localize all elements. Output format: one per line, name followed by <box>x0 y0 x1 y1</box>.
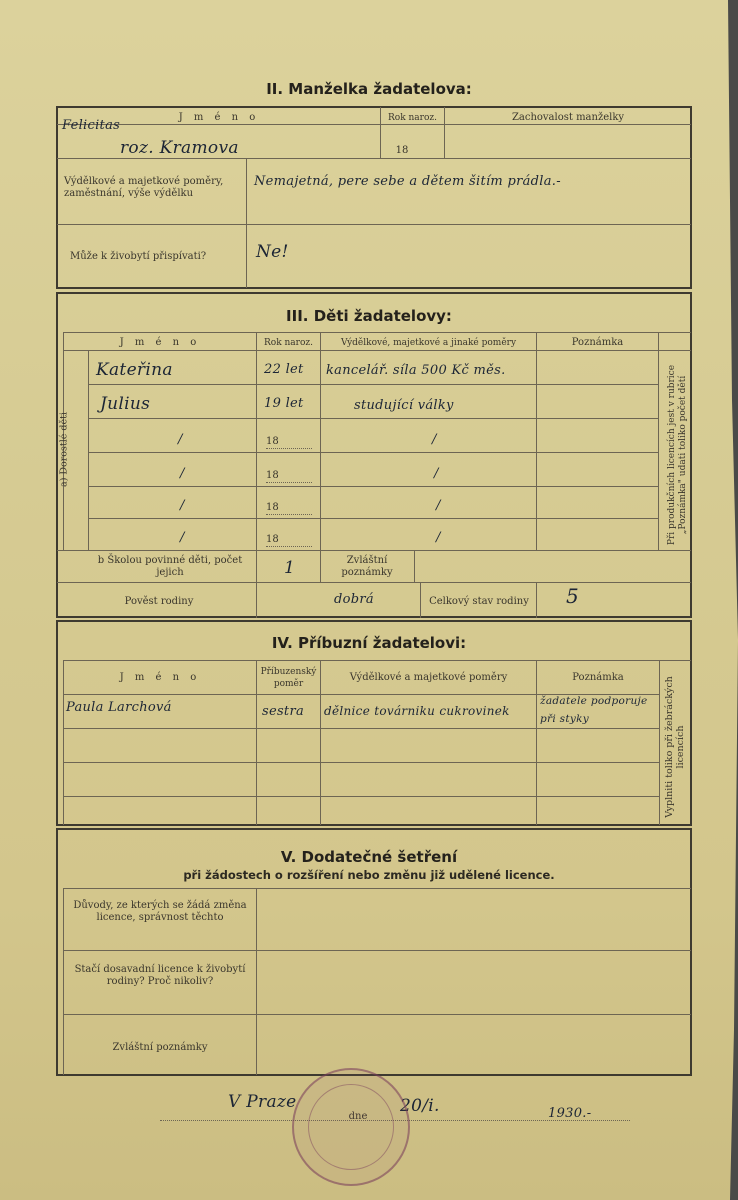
wife-name-line2: roz. Kramova <box>120 138 239 158</box>
child-row-1-details: kancelář. síla 500 Kč měs. <box>326 363 506 378</box>
section3-col-earnings: Výdělkové, majetkové a jinaké poměry <box>340 338 517 348</box>
relative-note: žadatele podporuje při styky <box>540 695 648 725</box>
relative-relation: sestra <box>262 704 305 719</box>
wife-contrib-label: Může k živobytí přispívati? <box>70 251 207 262</box>
section4-col-note: Poznámka <box>572 672 624 683</box>
child-row-6-name: / <box>180 530 185 545</box>
section4-right-note: Vyplniti toliko při žebráckých licencích <box>664 676 686 818</box>
special-notes-label: Zvláštní poznámky <box>341 555 393 578</box>
wife-year-prefix: 18 <box>395 145 409 156</box>
section4-col-name: J m é n o <box>119 672 201 683</box>
section5-subtitle: při žádostech o rozšíření nebo změnu již udělené licence. <box>183 868 555 882</box>
child-row-6-year: 18 <box>266 534 312 547</box>
sufficient-label: Stačí dosavadní licence k živobytí rodiny? Proč nikoliv? <box>74 964 246 987</box>
reputation-label: Pověst rodiny <box>124 596 194 607</box>
section5-title: V. Dodatečné šetření <box>280 848 458 866</box>
child-row-4-name: / <box>180 466 185 481</box>
section2-col-name: J m é n o <box>178 112 260 123</box>
child-row-1-year: 22 let <box>264 362 304 377</box>
wife-name-line1: Felicitas <box>62 118 121 133</box>
child-row-5-name: / <box>180 498 185 513</box>
wife-earnings-label: Výdělkové a majetkové poměry, zaměstnání, výše výdělku <box>64 176 224 199</box>
official-stamp <box>292 1068 410 1186</box>
child-row-2-name: Julius <box>100 394 151 414</box>
school-children-value: 1 <box>284 558 296 578</box>
footer-day-value: 20/i. <box>400 1096 440 1116</box>
child-row-3-details: / <box>432 432 437 447</box>
school-children-label: b Školou povinné děti, počet jejich <box>97 555 243 578</box>
child-row-1-name: Kateřina <box>96 360 173 380</box>
section3-side-label: a) Dorostlé děti <box>58 412 70 487</box>
footer-day-label: dne <box>348 1111 368 1122</box>
child-row-4-details: / <box>434 466 439 481</box>
child-row-6-details: / <box>436 530 441 545</box>
section3-title: III. Děti žadatelovy: <box>286 307 452 325</box>
wife-contrib-value: Ne! <box>256 242 289 262</box>
reputation-value: dobrá <box>334 592 374 607</box>
section4-col-relation: Příbuzenský poměr <box>260 667 317 689</box>
section4-title: IV. Příbuzní žadatelovi: <box>271 634 467 652</box>
family-total-value: 5 <box>566 584 580 608</box>
child-row-3-name: / <box>178 432 183 447</box>
section3-col-year: Rok naroz. <box>264 338 313 348</box>
section2-title: II. Manželka žadatelova: <box>266 80 472 98</box>
section5-special-label: Zvláštní poznámky <box>112 1042 208 1053</box>
child-row-4-year: 18 <box>266 470 312 483</box>
child-row-2-details: studující války <box>354 398 454 413</box>
section3-right-note: Při produkčních licencích jest v rubrice „Poznámka" udati toliko počet dětí <box>667 364 688 546</box>
section3-col-name: J m é n o <box>119 337 201 348</box>
child-row-5-details: / <box>436 498 441 513</box>
child-row-5-year: 18 <box>266 502 312 515</box>
family-total-label: Celkový stav rodiny <box>429 596 529 607</box>
child-row-3-year: 18 <box>266 436 312 449</box>
footer-place: V Praze <box>228 1092 297 1112</box>
child-row-2-year: 19 let <box>264 396 304 411</box>
section2-col-year: Rok naroz. <box>388 113 437 123</box>
wife-earnings-value: Nemajetná, pere sebe a dětem šitím prádla.- <box>254 174 561 189</box>
reasons-label: Důvody, ze kterých se žádá změna licence, správnost těchto <box>73 900 247 923</box>
section3-col-note: Poznámka <box>571 337 624 348</box>
section2-col-conduct: Zachovalost manželky <box>511 112 625 123</box>
section4-col-earnings: Výdělkové a majetkové poměry <box>349 672 508 683</box>
relative-earnings: dělnice továrniku cukrovinek <box>324 704 510 718</box>
relative-name: Paula Larchová <box>66 700 172 715</box>
footer-year-value: 1930.- <box>548 1106 592 1121</box>
